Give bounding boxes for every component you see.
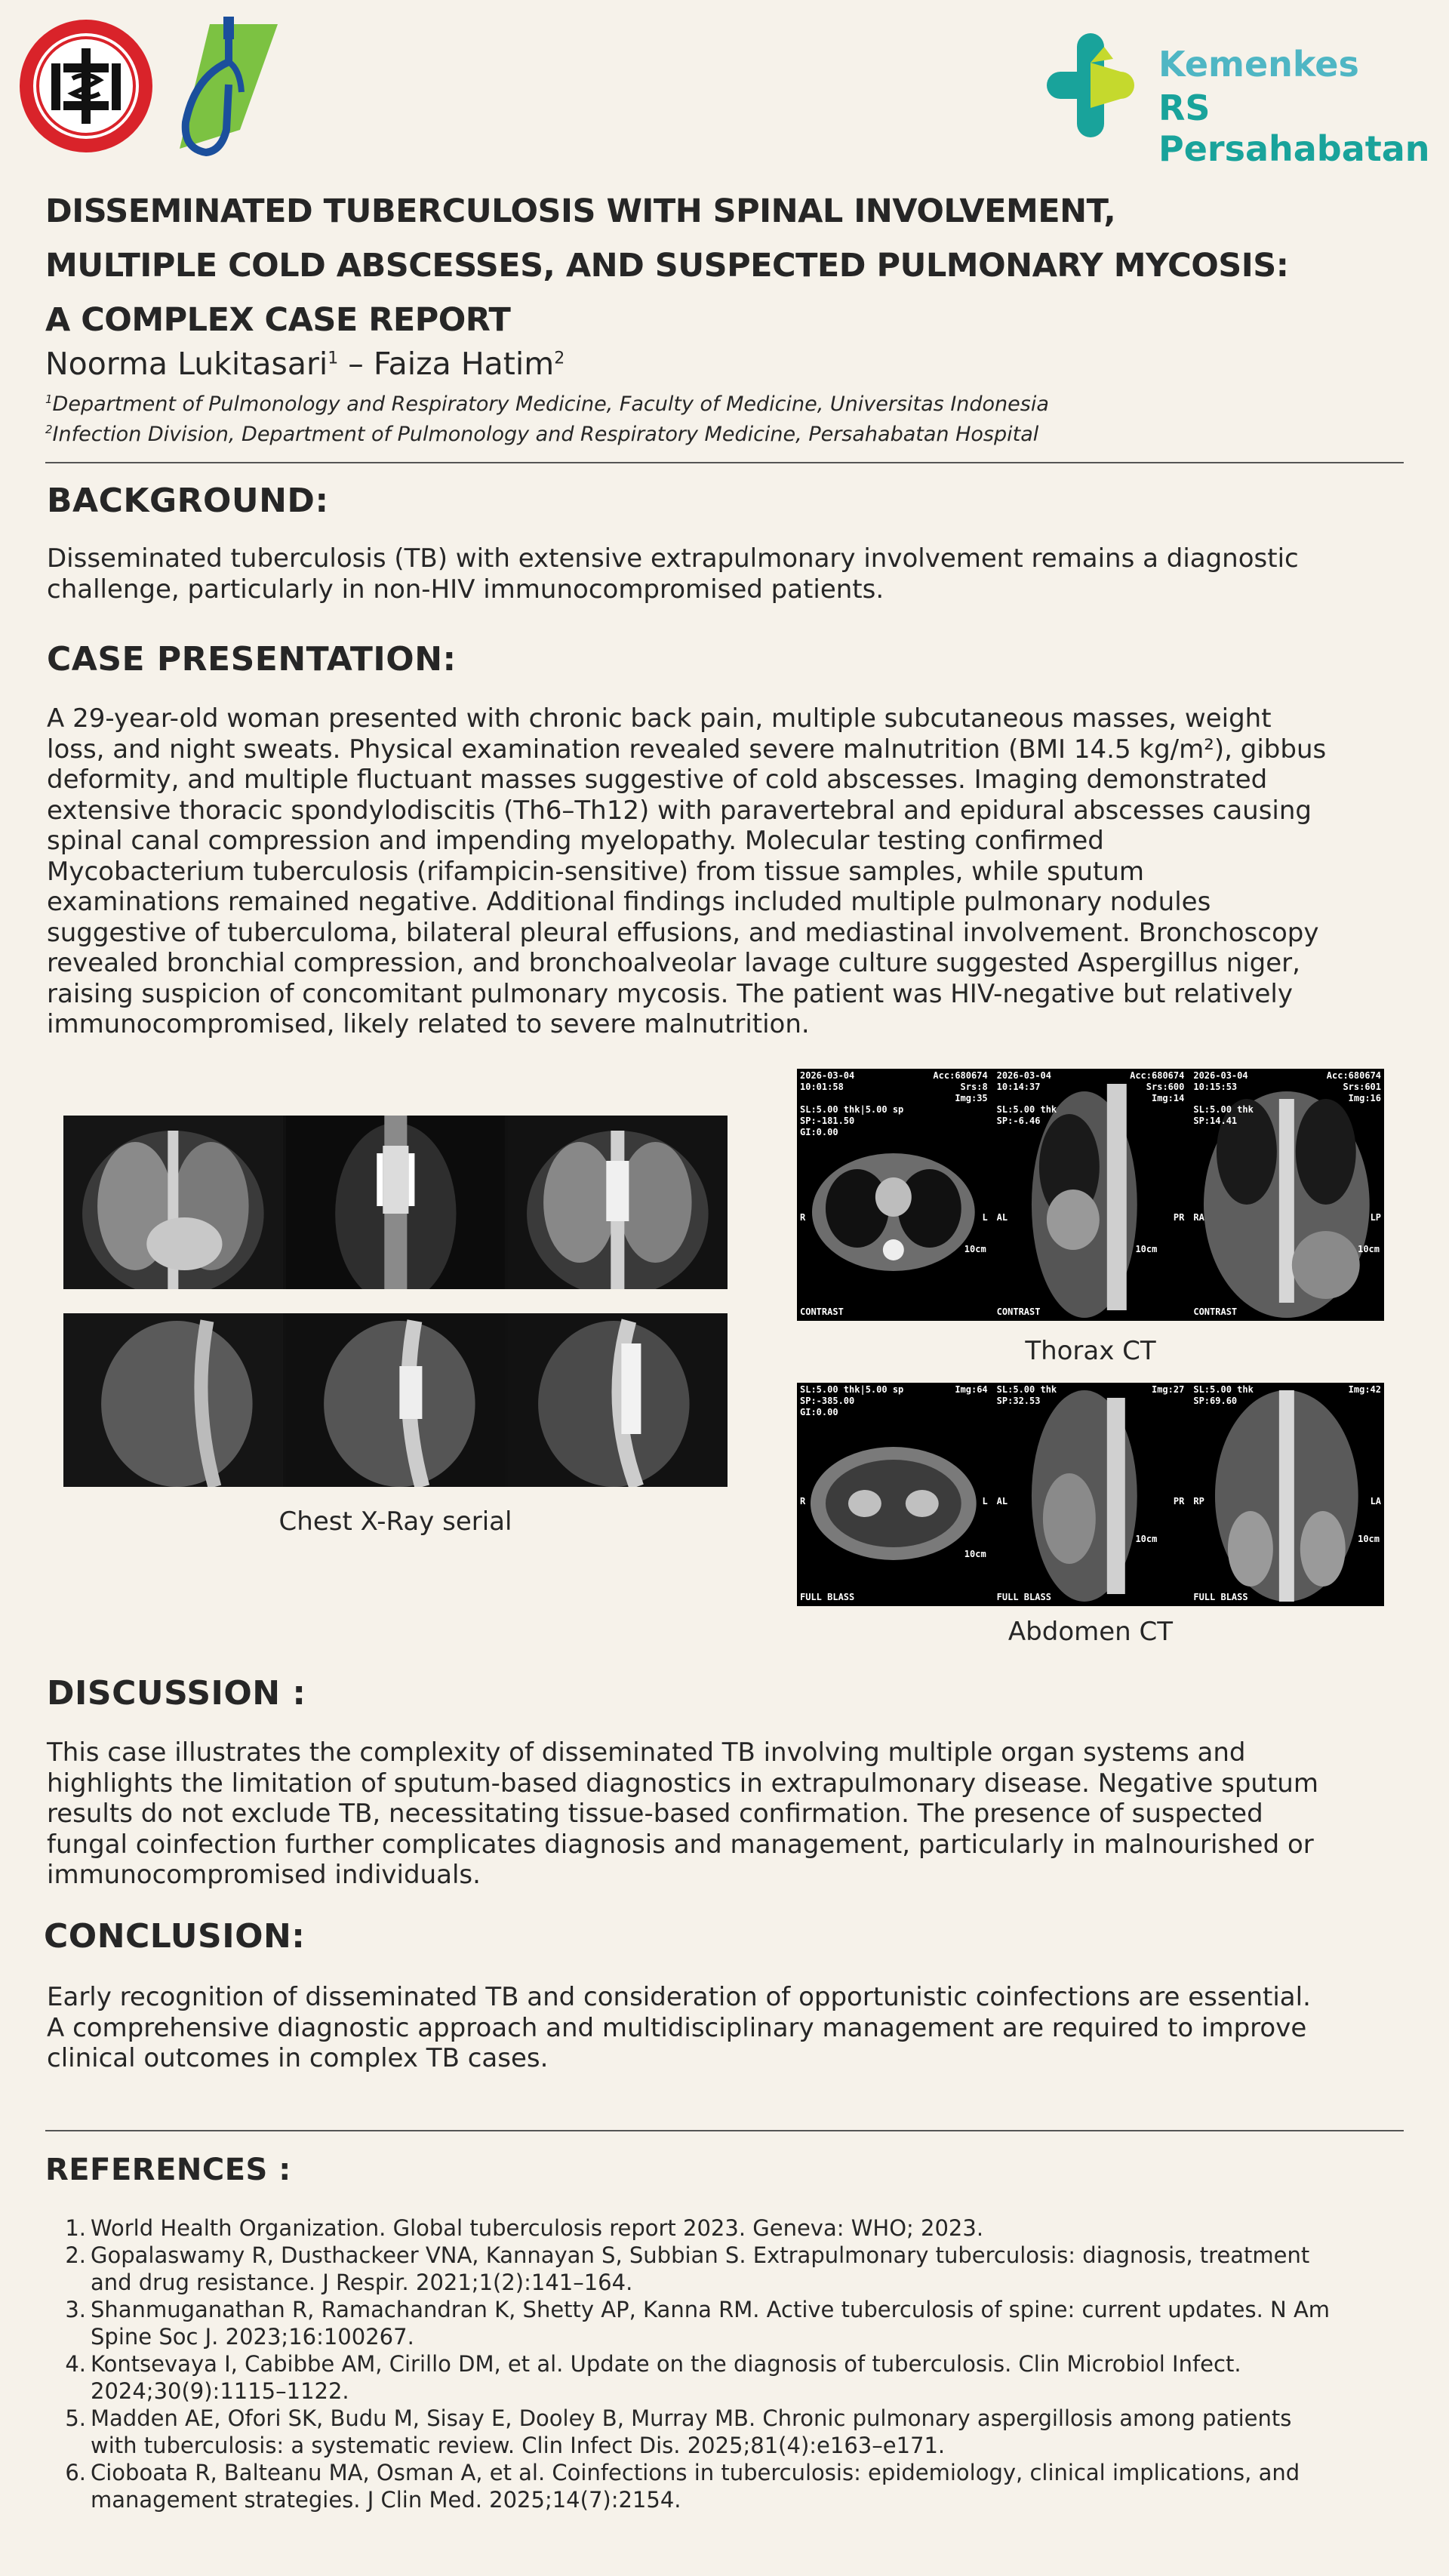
ct-overlay-info [997, 1384, 1057, 1407]
xray-image [508, 1116, 728, 1289]
text-line: immunocompromised individuals. [47, 1860, 481, 1890]
ct-orientation: R [800, 1212, 806, 1223]
ct-orientation: L [982, 1212, 988, 1223]
idi-logo [18, 18, 154, 154]
text-line: highlights the limitation of sputum-based diagnostics in extrapulmonary disease. Negative sputum [47, 1768, 1318, 1799]
text-line: This case illustrates the complexity of disseminated TB involving multiple organ systems and [47, 1737, 1246, 1768]
ct-overlay-label: FULL BLASS [800, 1592, 855, 1602]
ct-overlay-text: Img:42 [1348, 1384, 1382, 1395]
conclusion-heading: CONCLUSION: [44, 1917, 306, 1956]
reference-line: and drug resistance. J Respir. 2021;1(2):141–164. [91, 2270, 633, 2295]
ct-overlay-text: Acc:680674 Srs:600 Img:14 [1130, 1070, 1185, 1103]
conclusion-text [47, 1982, 1405, 2074]
thorax-ct-caption: Thorax CT [1025, 1336, 1156, 1366]
affiliation [45, 392, 1049, 416]
ct-orientation: AL [996, 1212, 1008, 1223]
reference-line: with tuberculosis: a systematic review. Clin Infect Dis. 2025;81(4):e163–e171. [91, 2433, 946, 2458]
text-line: challenge, particularly in non-HIV immunocompromised patients. [47, 574, 884, 605]
reference-line: management strategies. J Clin Med. 2025;14(7):2154. [91, 2487, 681, 2513]
ct-orientation: LP [1370, 1212, 1382, 1223]
author-affiliation-mark: 1 [328, 349, 339, 368]
ct-overlay-text: 2026-03-04 10:01:58 SL:5.00 thk|5.00 sp SP:-181.50 GI:0.00 [800, 1070, 904, 1137]
ct-overlay-label: FULL BLASS [996, 1592, 1051, 1602]
author-separator: – [338, 346, 374, 382]
reference-line: Gopalaswamy R, Dusthackeer VNA, Kannayan S, Subbian S. Extrapulmonary tuberculosis: diagnosis, treatment [91, 2242, 1310, 2268]
ct-overlay-text: SL:5.00 thk SP:69.60 [1193, 1384, 1254, 1406]
affiliation [45, 423, 1038, 446]
poster-title [45, 184, 1404, 347]
reference-item [60, 2296, 1404, 2350]
author-affiliation-mark: 2 [554, 349, 565, 368]
author-name: Noorma Lukitasari [45, 346, 328, 382]
ct-overlay-text: Img:27 [1151, 1384, 1185, 1395]
ct-overlay-info [800, 1384, 903, 1418]
affiliation-mark: 1 [45, 392, 53, 406]
xray-caption: Chest X-Ray serial [278, 1507, 512, 1537]
ct-orientation: L [982, 1496, 988, 1507]
text-line: raising suspicion of concomitant pulmonary mycosis. The patient was HIV-negative but relatively [47, 978, 1293, 1009]
brand-line-1: Kemenkes [1158, 44, 1359, 85]
abdomen-ct-row [797, 1383, 1384, 1606]
text-line: suggestive of tuberculoma, bilateral pleural effusions, and mediastinal involvement. Bronchoscopy [47, 917, 1319, 948]
discussion-text [47, 1737, 1405, 1891]
ct-image [1190, 1383, 1384, 1606]
ct-image [1190, 1069, 1384, 1321]
ct-overlay-series [1152, 1384, 1184, 1396]
affiliation-text: Department of Pulmonology and Respiratory Medicine, Faculty of Medicine, Universitas Indonesia [52, 392, 1049, 416]
ct-image [797, 1383, 991, 1606]
ct-scale: 10cm [1135, 1244, 1158, 1254]
ct-scale: 10cm [1358, 1244, 1380, 1254]
divider [45, 2130, 1404, 2131]
reference-number: 4. [65, 2351, 86, 2377]
reference-line: Spine Soc J. 2023;16:100267. [91, 2324, 414, 2350]
ct-overlay-label: CONTRAST [996, 1306, 1041, 1317]
text-line: A comprehensive diagnostic approach and multidisciplinary management are required to improve [47, 2012, 1307, 2043]
divider [45, 462, 1404, 463]
text-line: fungal coinfection further complicates diagnosis and management, particularly in malnourished or [47, 1829, 1314, 1860]
reference-line: Madden AE, Ofori SK, Budu M, Sisay E, Dooley B, Murray MB. Chronic pulmonary aspergillosis among patients [91, 2405, 1292, 2431]
text-line: immunocompromised, likely related to severe malnutrition. [47, 1009, 810, 1039]
ct-overlay-text: Acc:680674 Srs:601 Img:16 [1326, 1070, 1382, 1103]
ct-overlay-label: FULL BLASS [1193, 1592, 1248, 1602]
xray-image [286, 1313, 506, 1487]
ct-overlay-label: CONTRAST [1193, 1306, 1238, 1317]
ct-overlay-info [1193, 1070, 1253, 1127]
text-line: Early recognition of disseminated TB and consideration of opportunistic coinfections are essential. [47, 1982, 1311, 2012]
text-line: results do not exclude TB, necessitating tissue-based confirmation. The presence of suspected [47, 1799, 1263, 1829]
xray-row-frontal [63, 1116, 728, 1289]
xray-image [508, 1313, 728, 1487]
ct-scale: 10cm [1135, 1534, 1158, 1544]
ct-scale: 10cm [964, 1549, 986, 1559]
title-line: A COMPLEX CASE REPORT [45, 301, 511, 339]
ct-overlay-text: 2026-03-04 10:14:37 SL:5.00 thk SP:-6.46 [996, 1070, 1057, 1126]
xray-image [63, 1116, 283, 1289]
text-line: loss, and night sweats. Physical examination revealed severe malnutrition (BMI 14.5 kg/m²), gibbus [47, 734, 1327, 765]
case-text [47, 703, 1405, 1040]
ct-overlay-text: SL:5.00 thk|5.00 sp SP:-385.00 GI:0.00 [800, 1384, 904, 1417]
ct-scale: 10cm [1358, 1534, 1380, 1544]
affiliation-mark: 2 [45, 423, 53, 436]
ct-image [994, 1069, 1188, 1321]
ct-orientation: PR [1173, 1496, 1185, 1507]
author-name: Faiza Hatim [373, 346, 555, 382]
background-heading: BACKGROUND: [47, 482, 329, 520]
reference-number: 1. [65, 2215, 86, 2241]
discussion-heading: DISCUSSION : [47, 1674, 306, 1713]
text-line: clinical outcomes in complex TB cases. [47, 2043, 549, 2073]
ct-orientation: LA [1370, 1496, 1382, 1507]
title-line: MULTIPLE COLD ABSCESSES, AND SUSPECTED PULMONARY MYCOSIS: [45, 247, 1289, 285]
ct-image [994, 1383, 1188, 1606]
text-line: revealed bronchial compression, and bronchoalveolar lavage culture suggested Aspergillus niger, [47, 948, 1300, 978]
ct-orientation: RA [1193, 1212, 1204, 1223]
ct-orientation: RP [1193, 1496, 1204, 1507]
ct-orientation: AL [996, 1496, 1008, 1507]
ct-overlay-series [1130, 1070, 1184, 1104]
ct-overlay-label: CONTRAST [800, 1306, 844, 1317]
text-line: spinal canal compression and impending myelopathy. Molecular testing confirmed [47, 826, 1104, 856]
authors [45, 346, 565, 382]
ct-overlay-series [1327, 1070, 1381, 1104]
abdomen-ct-caption: Abdomen CT [1008, 1617, 1174, 1647]
ct-overlay-text: Acc:680674 Srs:8 Img:35 [933, 1070, 988, 1103]
ct-orientation: PR [1173, 1212, 1185, 1223]
ct-overlay-info [997, 1070, 1057, 1127]
brand-line-2: RS Persahabatan [1158, 88, 1430, 169]
reference-number: 2. [65, 2242, 86, 2268]
xray-image [286, 1116, 506, 1289]
ct-overlay-text: SL:5.00 thk SP:32.53 [996, 1384, 1057, 1406]
xray-image [63, 1313, 283, 1487]
reference-line: World Health Organization. Global tuberculosis report 2023. Geneva: WHO; 2023. [91, 2215, 984, 2241]
pdpi-lung-logo [165, 17, 278, 156]
ct-overlay-series [933, 1070, 987, 1104]
title-line: DISSEMINATED TUBERCULOSIS WITH SPINAL INVOLVEMENT, [45, 192, 1116, 230]
thorax-ct-row [797, 1069, 1384, 1321]
reference-number: 6. [65, 2460, 86, 2485]
reference-number: 5. [65, 2405, 86, 2431]
reference-line: Shanmuganathan R, Ramachandran K, Shetty AP, Kanna RM. Active tuberculosis of spine: current updates. N Am [91, 2297, 1331, 2322]
ct-overlay-info [800, 1070, 903, 1138]
text-line: A 29-year-old woman presented with chronic back pain, multiple subcutaneous masses, weight [47, 703, 1272, 734]
ct-scale: 10cm [964, 1244, 986, 1254]
ct-image [797, 1069, 991, 1321]
text-line: Disseminated tuberculosis (TB) with extensive extrapulmonary involvement remains a diagnostic [47, 543, 1299, 574]
reference-number: 3. [65, 2297, 86, 2322]
xray-row-lateral [63, 1313, 728, 1487]
text-line: Mycobacterium tuberculosis (rifampicin-sensitive) from tissue samples, while sputum [47, 856, 1144, 887]
reference-line: Cioboata R, Balteanu MA, Osman A, et al. Coinfections in tuberculosis: epidemiology, clinical implications, and [91, 2460, 1300, 2485]
text-line: deformity, and multiple fluctuant masses suggestive of cold abscesses. Imaging demonstrated [47, 765, 1268, 795]
text-line: examinations remained negative. Additional findings included multiple pulmonary nodules [47, 887, 1211, 917]
ct-overlay-info [1193, 1384, 1253, 1407]
ct-overlay-series [1349, 1384, 1381, 1396]
ct-overlay-text: 2026-03-04 10:15:53 SL:5.00 thk SP:14.41 [1193, 1070, 1254, 1126]
reference-item [60, 2350, 1404, 2405]
case-heading: CASE PRESENTATION: [47, 640, 457, 679]
reference-item [60, 2405, 1404, 2459]
ct-orientation: R [800, 1496, 806, 1507]
ct-overlay-text: Img:64 [955, 1384, 988, 1395]
references-heading: REFERENCES : [45, 2153, 291, 2187]
references-list [60, 2214, 1404, 2513]
reference-item [60, 2459, 1404, 2513]
text-line: extensive thoracic spondylodiscitis (Th6–Th12) with paravertebral and epidural abscesses causing [47, 795, 1312, 826]
background-text [47, 543, 1405, 605]
reference-item [60, 2242, 1404, 2296]
reference-item [60, 2214, 1404, 2242]
reference-line: Kontsevaya I, Cabibbe AM, Cirillo DM, et al. Update on the diagnosis of tuberculosis. Clin Microbiol Infect. [91, 2351, 1241, 2377]
ct-overlay-series [955, 1384, 987, 1396]
kemenkes-logo [1045, 29, 1136, 142]
reference-line: 2024;30(9):1115–1122. [91, 2378, 349, 2404]
affiliation-text: Infection Division, Department of Pulmonology and Respiratory Medicine, Persahabatan Hospital [52, 423, 1039, 446]
